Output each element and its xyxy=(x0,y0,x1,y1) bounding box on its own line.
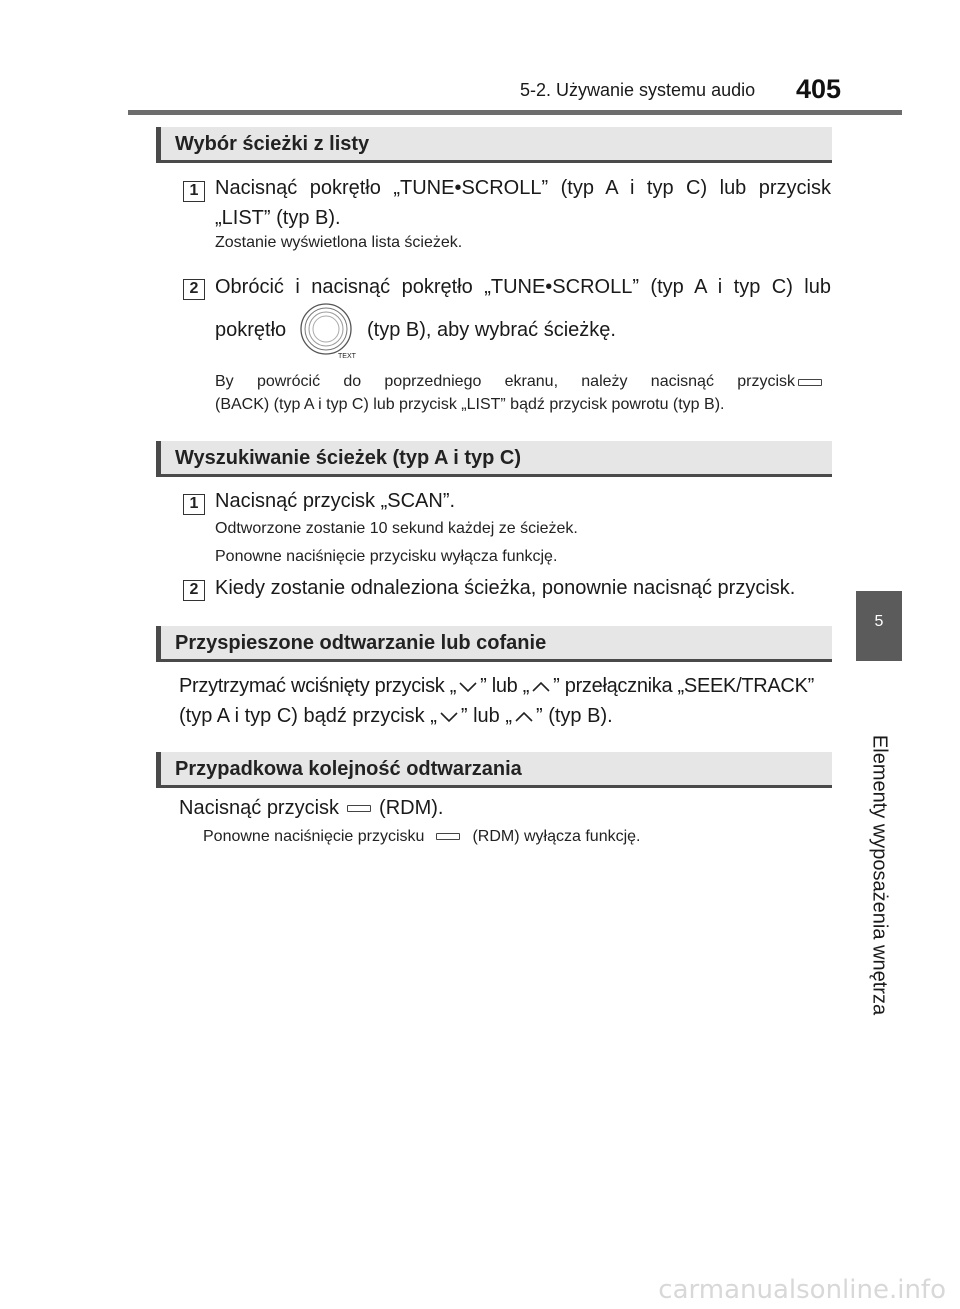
knob-label: TEXT xyxy=(338,353,356,360)
watermark: carmanualsonline.info xyxy=(658,1275,946,1305)
text-segment: (RDM) wyłącza funkcję. xyxy=(472,828,641,845)
text-segment: ” lub „ xyxy=(460,705,512,727)
step-note: By powrócić do poprzedniego ekranu, należy nacisnąć przycisk xyxy=(215,373,795,390)
tune-knob-icon xyxy=(298,302,360,360)
text-segment: ” (typ B). xyxy=(535,705,613,727)
section-title: Wybór ścieżki z listy xyxy=(175,133,370,155)
chapter-tab xyxy=(856,591,902,661)
text-segment: (typ A i typ C) bądź przycisk „ xyxy=(179,705,437,727)
step-text: Kiedy zostanie odnaleziona ścieżka, ponownie nacisnąć przycisk. xyxy=(215,577,796,599)
section-title: Przypadkowa kolejność odtwarzania xyxy=(175,758,522,780)
step-note: Zostanie wyświetlona lista ścieżek. xyxy=(215,234,463,251)
chevron-down-icon xyxy=(458,681,478,693)
section-title: Wyszukiwanie ścieżek (typ A i typ C) xyxy=(175,447,522,469)
step-text: pokrętło xyxy=(215,319,287,341)
step-text: Obrócić i nacisnąć pokrętło „TUNE•SCROLL” (typ A i typ C) lub xyxy=(215,276,831,298)
section-title: Przyspieszone odtwarzanie lub cofanie xyxy=(175,632,547,654)
text-segment: ” lub „ xyxy=(480,675,530,697)
chevron-down-icon xyxy=(439,711,459,723)
step-note: (BACK) (typ A i typ C) lub przycisk „LIST” bądź przycisk powrotu (typ B). xyxy=(215,396,725,413)
section-header-scan xyxy=(156,441,832,477)
text-segment: (RDM). xyxy=(379,797,444,819)
step-text: Nacisnąć pokrętło „TUNE•SCROLL” (typ A i typ C) lub przycisk xyxy=(215,177,831,199)
chevron-up-icon xyxy=(514,711,534,723)
text-segment: Przytrzymać wciśnięty przycisk „ xyxy=(179,675,457,697)
step-number: 2 xyxy=(183,580,205,601)
seek-instruction-line1 xyxy=(179,671,814,701)
step-text: (typ B), aby wybrać ścieżkę. xyxy=(367,319,616,341)
section-header-track-list xyxy=(156,127,832,163)
button-icon xyxy=(798,379,822,386)
seek-instruction-line2 xyxy=(179,701,613,731)
step-number: 1 xyxy=(183,181,205,202)
text-segment: ” przełącznika „SEEK/TRACK” xyxy=(553,675,814,697)
page-number: 405 xyxy=(796,74,842,104)
random-instruction xyxy=(179,793,443,823)
step-text: „LIST” (typ B). xyxy=(215,207,341,229)
chapter-title: Elementy wyposażenia wnętrza xyxy=(868,734,891,1016)
section-header-seek xyxy=(156,626,832,662)
section-header-random xyxy=(156,752,832,788)
header-section-title: 5-2. Używanie systemu audio xyxy=(520,80,756,100)
header-rule xyxy=(128,110,902,115)
text-segment: Ponowne naciśnięcie przycisku xyxy=(203,828,425,845)
step-text: Nacisnąć przycisk „SCAN”. xyxy=(215,490,456,512)
random-note xyxy=(203,826,640,848)
step-number: 1 xyxy=(183,494,205,515)
chapter-number: 5 xyxy=(874,613,884,630)
button-icon xyxy=(436,833,460,840)
step-note: Ponowne naciśnięcie przycisku wyłącza funkcję. xyxy=(215,548,558,565)
step-note: Odtworzone zostanie 10 sekund każdej ze ścieżek. xyxy=(215,520,578,537)
step-number: 2 xyxy=(183,279,205,300)
button-icon xyxy=(347,805,371,812)
text-segment: Nacisnąć przycisk xyxy=(179,797,340,819)
chevron-up-icon xyxy=(531,681,551,693)
